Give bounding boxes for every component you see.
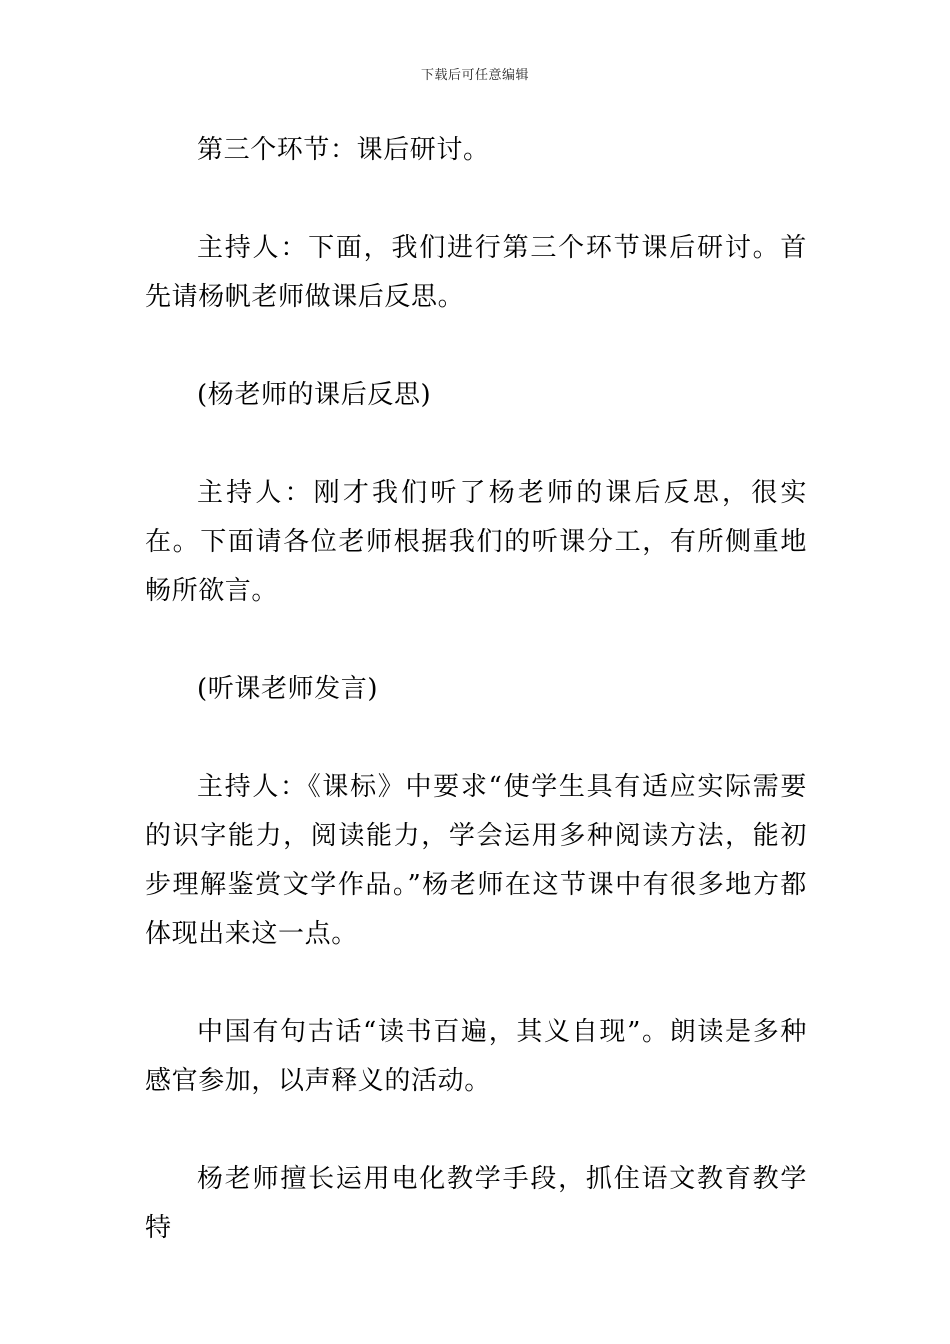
paragraph-host-standards: 主持人：《课标》中要求“使学生具有适应实际需要的识字能力，阅读能力，学会运用多种阅读方法，能初步理解鉴赏文学作品。”杨老师在这节课中有很多地方都体现出来这一点。 bbox=[145, 772, 807, 949]
document-body bbox=[145, 126, 807, 1253]
paragraph-section-title: 第三个环节：课后研讨。 bbox=[197, 135, 490, 165]
paragraph-host-invite: 主持人：刚才我们听了杨老师的课后反思，很实在。下面请各位老师根据我们的听课分工，有所侧重地畅所欲言。 bbox=[145, 478, 807, 606]
paragraph-teaching-method: 杨老师擅长运用电化教学手段，抓住语文教育教学特 bbox=[145, 1164, 807, 1243]
paragraph-reflection-note: (杨老师的课后反思) bbox=[197, 380, 432, 410]
paragraph-speech-note: (听课老师发言) bbox=[197, 674, 379, 704]
page-header-note: 下载后可任意编辑 bbox=[420, 68, 529, 83]
paragraph-host-intro: 主持人：下面，我们进行第三个环节课后研讨。首先请杨帆老师做课后反思。 bbox=[145, 233, 807, 312]
paragraph-reading-proverb: 中国有句古话“读书百遍，其义自现”。朗读是多种感官参加，以声释义的活动。 bbox=[145, 1017, 807, 1096]
